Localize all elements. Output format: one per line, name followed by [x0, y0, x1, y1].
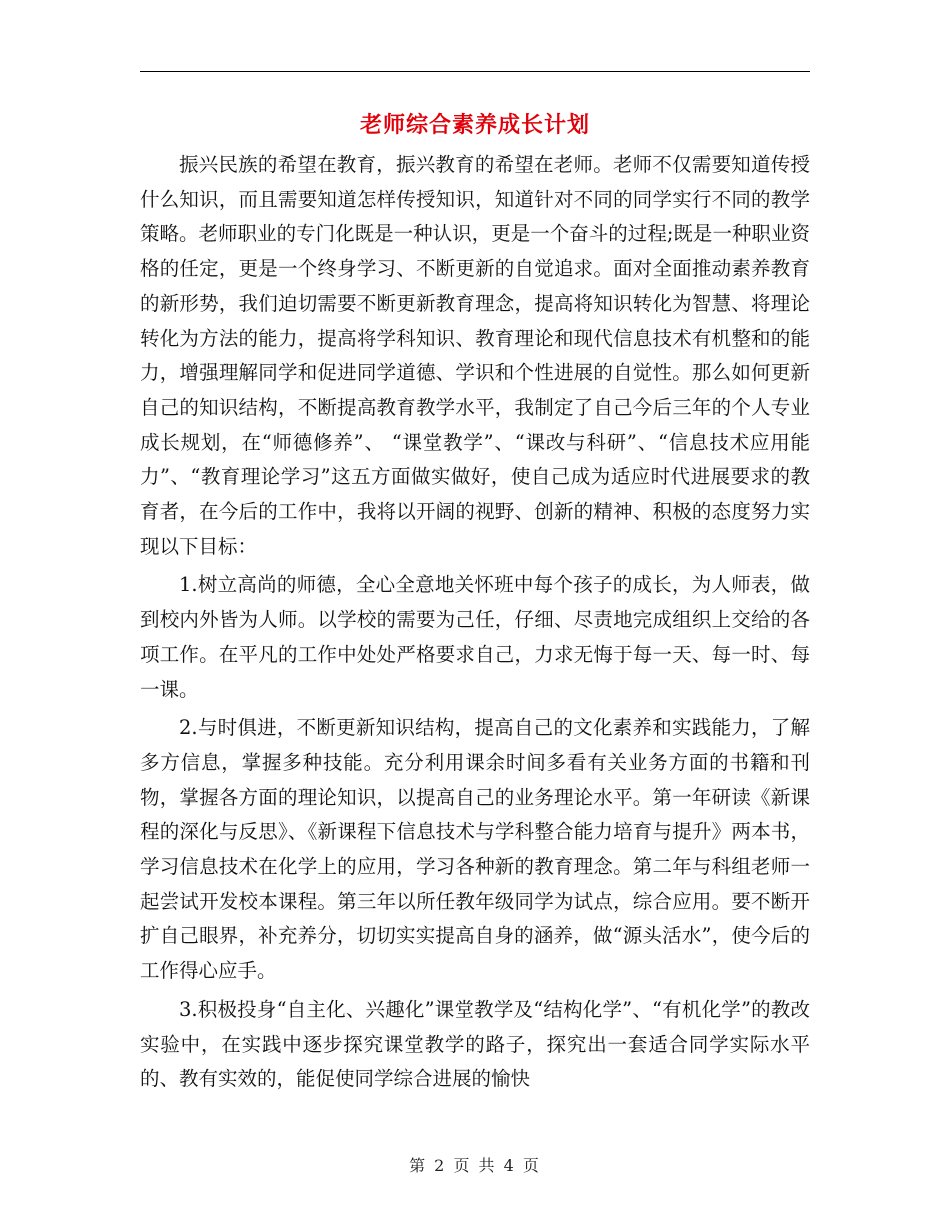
goal-paragraph-2: 2.与时俱进，不断更新知识结构，提高自己的文化素养和实践能力，了解多方信息，掌握多种技能。充分利用课余时间多看有关业务方面的书籍和刊物，掌握各方面的理论知识，以提高自己的业务理论水平。第一年研读《新课程的深化与反思》、《新课程下信息技术与学科整合能力培育与提升》两本书，学习信息技术在化学上的应用，学习各种新的教育理念。第二年与科组老师一起尝试开发校本课程。第三年以所任教年级同学为试点，综合应用。要不断开扩自己眼界，补充养分，切切实实提高自身的涵养，做“源头活水”，使今后的工作得心应手。 [140, 716, 810, 983]
document-body [140, 148, 810, 1101]
header-rule [140, 71, 810, 72]
document-title: 老师综合素养成长计划 [359, 112, 590, 138]
goal-paragraph-3: 3.积极投身“自主化、兴趣化”课堂教学及“结构化学”、“有机化学”的教改实验中，在实践中逐步探究课堂教学的路子，探究出一套适合同学实际水平的、教有实效的，能促使同学综合进展的愉快 [140, 997, 810, 1091]
intro-paragraph: 振兴民族的希望在教育，振兴教育的希望在老师。老师不仅需要知道传授什么知识，而且需要知道怎样传授知识，知道针对不同的同学实行不同的教学策略。老师职业的专门化既是一种认识，更是一个奋斗的过程;既是一种职业资格的任定，更是一个终身学习、不断更新的自觉追求。面对全面推动素养教育的新形势，我们迫切需要不断更新教育理念，提高将知识转化为智慧、将理论转化为方法的能力，提高将学科知识、教育理论和现代信息技术有机整和的能力，增强理解同学和促进同学道德、学识和个性进展的自觉性。那么如何更新自己的知识结构，不断提高教育教学水平，我制定了自己今后三年的个人专业成长规划，在“师德修养”、 “课堂教学”、“课改与科研”、“信息技术应用能力”、“教育理论学习”这五方面做实做好，使自己成为适应时代进展要求的教育者，在今后的工作中，我将以开阔的视野、创新的精神、积极的态度努力实现以下目标： [140, 153, 810, 558]
page-number-footer: 第 2 页 共 4 页 [409, 1156, 541, 1175]
goal-paragraph-1: 1.树立高尚的师德，全心全意地关怀班中每个孩子的成长，为人师表，做到校内外皆为人师。以学校的需要为己任，仔细、尽责地完成组织上交给的各项工作。在平凡的工作中处处严格要求自己，力求无悔于每一天、每一时、每一课。 [140, 573, 810, 701]
